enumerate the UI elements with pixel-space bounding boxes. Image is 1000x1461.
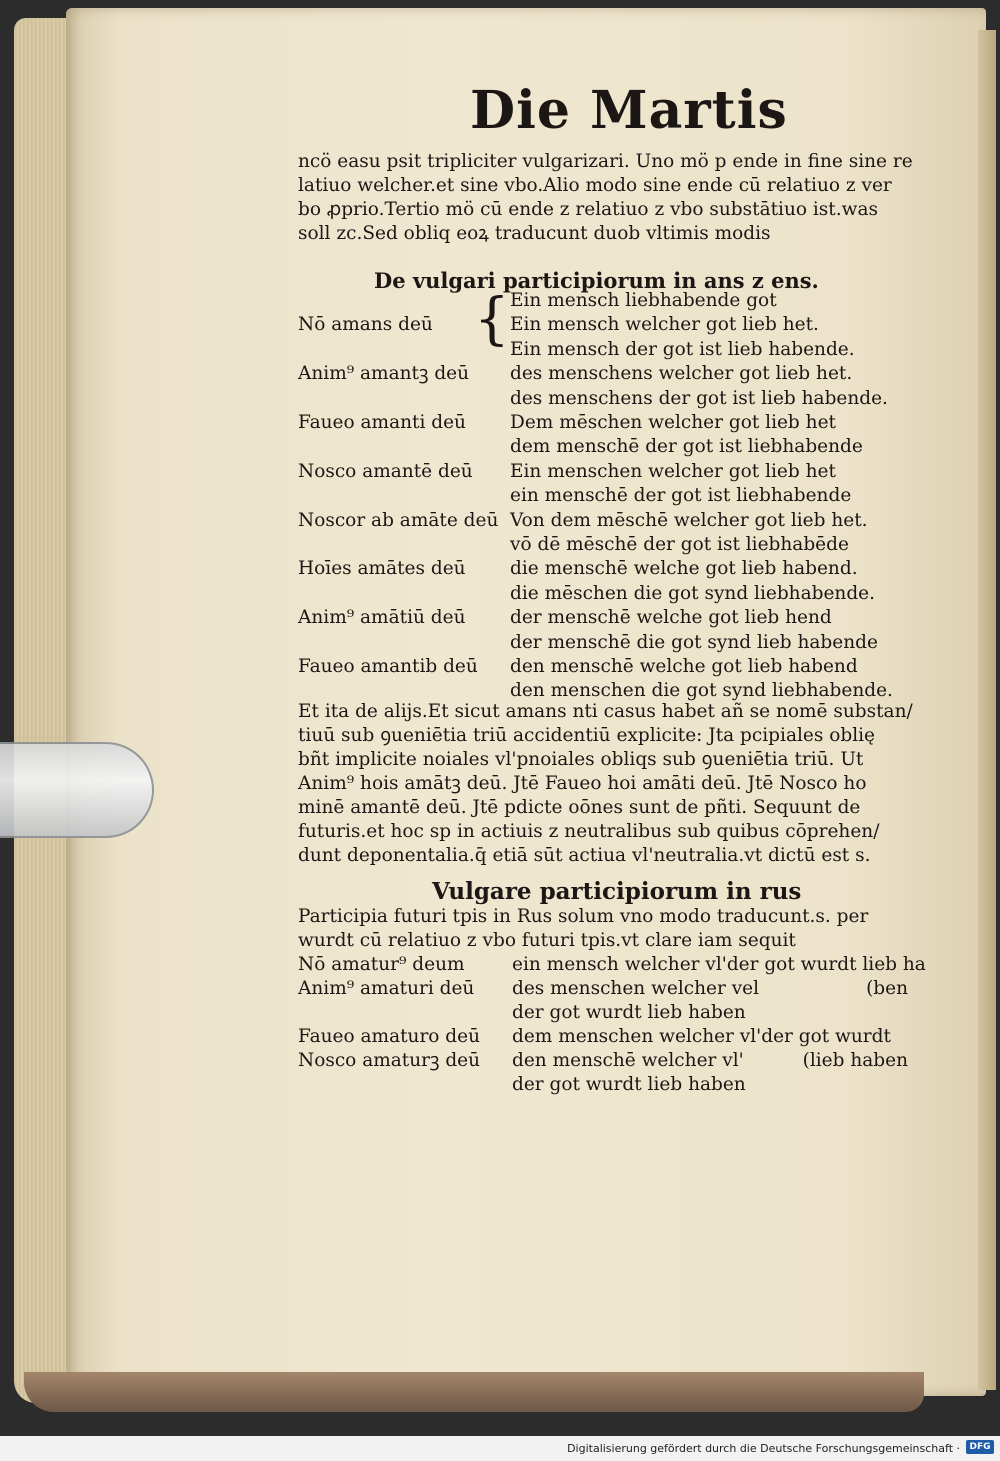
- paradigm-german-translation: ein mensch welcher vl'der got wurdt lieb ha: [512, 954, 926, 975]
- paradigm-german-translation: den menschē welche got lieb habend: [510, 656, 858, 677]
- paradigm-german-translation: den menschen die got synd liebhabende.: [510, 680, 893, 702]
- paradigm-latin-form: Anim⁹ amaturi deū: [298, 978, 475, 999]
- paradigm-german-translation: vō dē mēschē der got ist liebhabēde: [510, 534, 849, 555]
- paradigm-german-translation: der got wurdt lieb haben: [512, 1002, 746, 1023]
- paradigm-latin-form: Nō amatur⁹ deum: [298, 954, 465, 975]
- paradigm-german-translation: dem menschen welcher vl'der got wurdt: [512, 1026, 891, 1047]
- paradigm-latin-form: Anim⁹ amantꝫ deū: [298, 363, 470, 385]
- paradigm-german-translation: des menschen welcher vel: [512, 978, 760, 999]
- brace-icon: {: [474, 287, 510, 352]
- paradigm-latin-form: Noscor ab amāte deū: [298, 509, 499, 531]
- closing-line: Anim⁹ hois amātꝫ deū. Jtē Faueo hoi amāti deū. Jtē Nosco ho: [298, 773, 867, 794]
- paradigm-latin-form: Hoīes amātes deū: [298, 558, 466, 580]
- running-title: Die Martis: [470, 80, 788, 141]
- paradigm-german-translation: des menschens welcher got lieb het.: [510, 363, 853, 385]
- paradigm-german-translation: Ein mensch der got ist lieb habende.: [510, 338, 855, 360]
- footer-bar: [0, 1436, 1000, 1461]
- paradigm-latin-form: Nosco amaturꝫ deū: [298, 1050, 481, 1071]
- paradigm-latin-form: Nosco amantē deū: [298, 460, 473, 482]
- paradigm-latin-form: Faueo amaturo deū: [298, 1026, 481, 1047]
- paradigm-latin-form: Anim⁹ amātiū deū: [298, 607, 466, 629]
- page-gutter: [978, 30, 996, 1390]
- paradigm-latin-form: Nō amans deū: [298, 314, 433, 336]
- section-heading-rus: Vulgare participiorum in rus: [432, 878, 802, 905]
- book-cover-bottom: [24, 1372, 924, 1412]
- paradigm-german-translation: des menschens der got ist lieb habende.: [510, 387, 888, 409]
- paradigm-latin-form: Faueo amantib deū: [298, 656, 478, 677]
- closing-line: minē amantē deū. Jtē pdicte oōnes sunt de pñti. Sequunt de: [298, 797, 861, 818]
- dfg-logo-icon[interactable]: DFG: [966, 1440, 994, 1454]
- intro-line: bo ꝓprio.Tertio mö cū ende z relatiuo z vbo substātiuo ist.was: [298, 199, 878, 220]
- intro-line: ncö easu psit tripliciter vulgarizari. Uno mö p ende in fine sine re: [298, 151, 913, 172]
- closing-line: dunt deponentalia.q̄ etiā sūt actiua vl'neutralia.vt dictū est s.: [298, 845, 871, 866]
- paradigm-german-translation: der menschē welche got lieb hend: [510, 607, 832, 629]
- closing-line: bñt implicite noiales vl'pnoiales obliqs sub ꝯueniētia triū. Ut: [298, 749, 864, 770]
- section2-intro-line: Participia futuri tpis in Rus solum vno modo traducunt.s. per: [298, 906, 869, 927]
- paradigm-german-translation: der menschē die got synd lieb habende: [510, 631, 878, 653]
- paradigm-german-translation: Ein mensch liebhabende got: [510, 290, 777, 311]
- section-heading-ans-ens: De vulgari participiorum in ans z ens.: [374, 268, 819, 293]
- paradigm-german-translation: die menschē welche got lieb habend.: [510, 558, 858, 580]
- paradigm-german-translation: Ein mensch welcher got lieb het.: [510, 314, 819, 336]
- paradigm-carryover: (lieb haben: [802, 1050, 908, 1071]
- closing-line: futuris.et hoc sp in actiuis z neutralibus sub quibus cōprehen/: [298, 821, 880, 842]
- intro-line: latiuo welcher.et sine vbo.Alio modo sine ende cū relatiuo z ver: [298, 175, 892, 196]
- paradigm-table-present: [298, 289, 938, 709]
- intro-line: soll zc.Sed obliq eoꝝ traducunt duob vltimis modis: [298, 223, 771, 244]
- section2-intro-line: wurdt cū relatiuo z vbo futuri tpis.vt clare iam sequit: [298, 930, 796, 951]
- paradigm-german-translation: die mēschen die got synd liebhabende.: [510, 582, 876, 604]
- paradigm-german-translation: Dem mēschen welcher got lieb het: [510, 412, 836, 433]
- paradigm-table-future: [298, 953, 938, 1103]
- paradigm-german-translation: ein menschē der got ist liebhabende: [510, 485, 852, 507]
- paradigm-latin-form: Faueo amanti deū: [298, 412, 466, 433]
- bookmark-strip-icon: [0, 742, 154, 838]
- paradigm-carryover: (ben: [866, 978, 908, 999]
- closing-line: tiuū sub ꝯueniētia triū accidentiū explicite: Jta pcipiales oblię: [298, 725, 875, 746]
- footer-credit: Digitalisierung gefördert durch die Deutsche Forschungsgemeinschaft ·: [567, 1442, 960, 1455]
- paradigm-german-translation: Ein menschen welcher got lieb het: [510, 460, 836, 482]
- closing-line: Et ita de alijs.Et sicut amans nti casus habet añ se nomē substan/: [298, 701, 913, 722]
- paradigm-german-translation: dem menschē der got ist liebhabende: [510, 436, 863, 458]
- paradigm-german-translation: der got wurdt lieb haben: [512, 1074, 746, 1095]
- paradigm-german-translation: Von dem mēschē welcher got lieb het.: [510, 509, 868, 531]
- paradigm-german-translation: den menschē welcher vl': [512, 1050, 744, 1071]
